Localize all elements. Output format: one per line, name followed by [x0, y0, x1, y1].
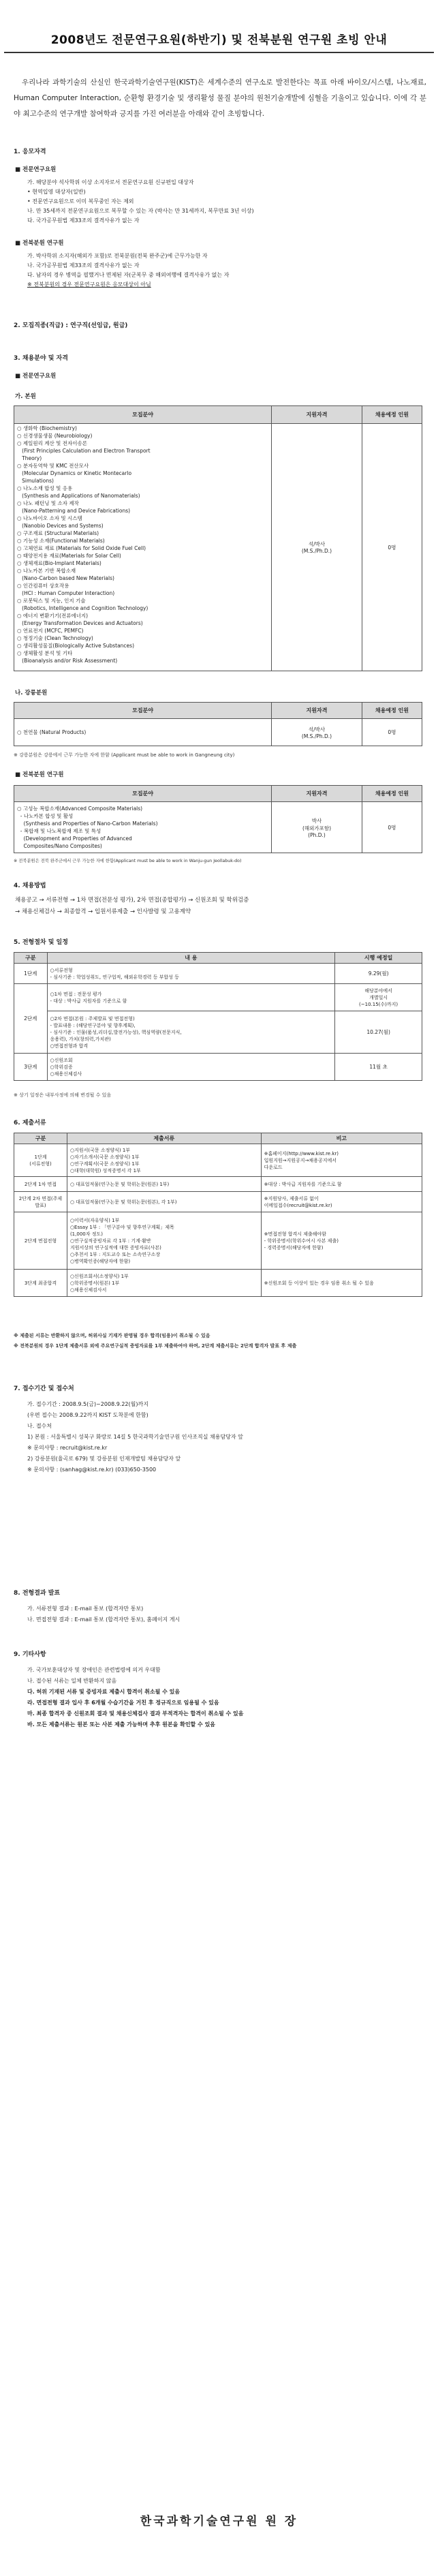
doc-note-4: ※면접전형 합격시 제출해야함 - 학위증명서(학위수여시 사본 제출) - 경력증명서(해당자에 한함): [261, 1212, 422, 1270]
field-item: - 나노카본 합성 및 활성: [17, 813, 74, 819]
section-2-heading: 2. 모집직종(직급) : 연구직(선임급, 원급): [14, 322, 128, 329]
doc-note-5: ※신원조회 등 이상이 있는 경우 임용 취소 될 수 있음: [261, 1270, 422, 1297]
field-item: ○ 구조재료 (Structural Materials): [17, 530, 99, 536]
field-item: (Synthesis and Applications of Nanomaterials): [17, 493, 140, 499]
doc-docs-5: ○신원조회서(소정양식) 1부 ○학위증명서(원본) 1부 ○채용신체검사서: [67, 1270, 261, 1297]
s9-line: 라. 면접전형 결과 입사 후 6개월 수습기간을 거친 후 정규직으로 임용될 수 있음: [27, 1700, 219, 1706]
sch-col-content: 내 용: [47, 953, 335, 964]
field-item: (HCI : Human Computer Interaction): [17, 590, 115, 596]
s9-line: 다. 허위 기재된 서류 및 증빙자료 제출시 합격이 취소될 수 있음: [27, 1689, 181, 1695]
jb-col-qual: 지원자격: [272, 786, 362, 802]
sch-date-1: 9.29(월): [335, 964, 422, 984]
col-count: 채용예정 인원: [362, 406, 422, 424]
section-6-heading: 6. 제출서류: [14, 1120, 46, 1126]
s1a-line: 가. 해당분야 석사학위 이상 소지자로서 전문연구요원 신규편입 대상자: [27, 179, 194, 185]
field-item: ○ 연료전지 (MCFC, PEMFC): [17, 628, 84, 634]
section-1-heading: 1. 응모자격: [14, 149, 46, 155]
s8-line: 가. 서류전형 결과 : E-mail 통보 (합격자만 통보): [27, 1606, 144, 1612]
field-item: (Nanobio Devices and Systems): [17, 523, 104, 529]
field-item: (Development and Properties of Advanced: [17, 835, 132, 842]
field-item: ○ 태양전지용 재료(Materials for Solar Cell): [17, 553, 121, 559]
jeonbuk-table: [14, 785, 422, 853]
jeonbuk-note: ※ 전북분원은 전북 완주군에서 근무 가능한 자에 한함(Applicant must be able to work in Wanju-gun Jeollabuk-do): [14, 859, 242, 863]
doc-docs-4: ○이력서(자유양식) 1부 ○Essay 1부 : 「연구분야 및 향후연구계획」제목 (1,000자 정도) ○연구실적증빙자료 각 1부 : 기계·활반 지원서상의 연구실적에 대한 증빙자료(사본) ○추천서 1부 : 지도교수 또는 소속연구소장 ○병역확인증(해당자에 한함): [67, 1212, 261, 1270]
sch-content-3: ○2차 면접(본원 : 주제발표 및 면접전형) - 발표내용 : (해당연구분야 및 향후계획), - 심사기준 : 인물(품성,리더십,발전가능성), 핵심역량(전문지식, 응용력), 가치(창의력,가치관) ○면접전형과 합격: [47, 1011, 335, 1054]
doc-docs-1: ○지원서(국문 소정양식) 1부 ○자기소개서(국문 소정양식) 1부 ○연구계획서(국문 소정양식) 1부 ○대학(대학원) 성적증명서 각 1부: [67, 1144, 261, 1177]
s9-line: 바. 모든 제출서류는 원본 또는 사본 제출 가능하며 추후 원본을 확인할 수 있음: [27, 1721, 216, 1728]
doc-note-2: ※대상 : 박사급 지원자를 기준으로 함: [261, 1177, 422, 1192]
field-item: (Synthesis and Properties of Nano-Carbon Materials): [17, 821, 158, 827]
field-item: - 복합재 및 나노복합재 제조 및 특성: [17, 828, 101, 834]
s7-line: 가. 접수기간 : 2008.9.5(금)~2008.9.22(월)까지: [27, 1401, 148, 1407]
s7-line: 2) 강릉분원(율곡로 679) 및 강릉분원 인재개발팀 채용담당자 앞: [27, 1456, 181, 1462]
s1a-line: • 현역입영 대상자(일반): [27, 189, 86, 195]
section-3a-title: ■ 전문연구요원: [15, 373, 57, 380]
section-9-heading: 9. 기타사항: [14, 1651, 46, 1658]
s7-line: ※ 문의사항 : recruit@kist.re.kr: [27, 1445, 108, 1451]
field-item: (Nano-Patterning and Device Fabrications): [17, 508, 131, 514]
s8-line: 나. 면접전형 결과 : E-mail 통보 (합격자만 통보), 홈페이지 게시: [27, 1616, 181, 1623]
field-item: ○ 생리활성물질(Biologically Active Substances): [17, 643, 134, 649]
col-field: 모집분야: [14, 406, 272, 424]
sch-content-1: ○서류전형 - 심사기준 : 학업성취도, 연구업적, 해외유학경력 등 부합성 등: [47, 964, 335, 984]
main-qual-cell: 석/박사 (M.S./Ph.D.): [272, 424, 362, 671]
field-item: Theory): [17, 455, 42, 461]
doc-note-3: ※지원당사, 제출서류 없이 이메일접수(recruit@kist.re.kr): [261, 1192, 422, 1212]
s1a-line: 다. 국가공무원법 제33조의 결격사유가 없는 자: [27, 217, 140, 224]
gn-qual-cell: 석/박사 (M.S./Ph.D.): [272, 719, 362, 746]
field-item: (First Principles Calculation and Electron Transport: [17, 448, 151, 454]
section-3b-sub: 나. 강릉분원: [15, 690, 48, 696]
s7-line: 1) 본원 : 서울특별시 성북구 화랑로 14길 5 한국과학기술연구원 인사조직실 채용담당자 앞: [27, 1434, 243, 1440]
sch-step-2: 2단계: [14, 984, 48, 1054]
sch-col-step: 구분: [14, 953, 48, 964]
jb-count-cell: 0명: [362, 802, 422, 853]
doc-step-4: 2단계 면접전형: [14, 1212, 67, 1270]
schedule-table: [14, 952, 422, 1081]
field-item: ○ 생체재료(Bio-Implant Materials): [17, 560, 101, 566]
schedule-note: ※ 상기 일정은 내부사정에 의해 변경될 수 있음: [14, 1092, 112, 1098]
main-fields-table: [14, 405, 422, 671]
field-item: ○ 로봇틱스 및 지능, 인지 기술: [17, 598, 86, 604]
sch-step-1: 1단계: [14, 964, 48, 984]
field-item: ○ 에너지 변환기기(전류에너지): [17, 613, 89, 619]
s7-line: 나. 접수처: [27, 1423, 52, 1429]
section-3-heading: 3. 채용분야 및 자격: [14, 355, 68, 362]
field-item: ○ 제일원리 계산 및 전자이송론: [17, 440, 88, 446]
gn-col-qual: 지원자격: [272, 703, 362, 719]
field-item: ○ 분자동역학 및 KMC 전산모사: [17, 463, 89, 469]
gn-col-count: 채용예정 인원: [362, 703, 422, 719]
doc-docs-3: ○ 대표업적물(연구논문 및 학위논문(원본), 각 1부): [67, 1192, 261, 1212]
field-item: ○ 나노 패턴닝 및 소자 제작: [17, 500, 79, 506]
documents-note-2: ※ 전북분원의 경우 1단계 제출서류 외에 주요연구실적 증빙자료를 1부 제출하여야 하며, 2단계 제출서류는 2단계 합격자 발표 후 제출: [14, 1343, 297, 1349]
s1b-line: 다. 남자의 경우 병역을 필했거나 면제된 자(군복무 중 해외여행에 결격사유가 없는 자: [27, 272, 230, 278]
field-item: (Nano-Carbon based New Materials): [17, 575, 114, 581]
gn-field-cell: ○ 천연물 (Natural Products): [14, 719, 272, 746]
jb-field-cell: [14, 802, 272, 853]
field-item: Simulations): [17, 478, 54, 484]
field-item: ○ 기능성 소재(Functional Materials): [17, 538, 105, 544]
gangneung-table: [14, 702, 422, 746]
gangneung-note: ※ 강릉분원은 강릉에서 근무 가능한 자에 한함 (Applicant must be able to work in Gangneung city): [14, 752, 235, 758]
section-3a-sub: 가. 본원: [15, 393, 36, 400]
field-item: (Robotics, Intelligence and Cognition Technology): [17, 605, 148, 611]
section-3c-title: ■ 전북분원 연구원: [15, 771, 64, 778]
doc-step-2: 2단계 1차 면접: [14, 1177, 67, 1192]
doc-col-note: 비고: [261, 1133, 422, 1144]
sch-date-2: 해당분야에서 개별일시 (~10.15(수)까지): [335, 984, 422, 1011]
intro-paragraph: 우리나라 과학기술의 산실인 한국과학기술연구원(KIST)은 세계수준의 연구소로 발전한다는 목표 아래 바이오/시스템, 나노재료, Human Computer Interaction, 순환형 환경기술 및 생리활성 물질 분야의 원천기술개발에 심혈을 기울이고 있습니다. 이에 각 분야 최고수준의 연구개발 참여학과 긍지를 가진 여러분을 아래와 같이 초빙합니다.: [14, 78, 426, 118]
sch-content-4: ○신원조회 ○학위검증 ○채용신체검사: [47, 1054, 335, 1081]
s1b-line: 나. 국가공무원법 제33조의 결격사유가 없는 자: [27, 262, 140, 269]
doc-col-docs: 제출서류: [67, 1133, 261, 1144]
s1b-line: ※ 전북분원의 경우 전문연구요원은 응모대상이 아님: [27, 281, 151, 288]
process-line-2: → 채용신체검사 → 최종합격 → 입원서류제출 → 인사발령 및 고용계약: [15, 908, 191, 915]
field-item: ○ 고성능 복합소재(Advanced Composite Materials): [17, 806, 143, 812]
field-item: Composites/Nano Composites): [17, 843, 102, 849]
s9-line: 나. 접수된 서류는 일체 반환하지 않음: [27, 1678, 117, 1684]
field-item: ○ 생화학 (Biochemistry): [17, 425, 77, 431]
doc-step-5: 3단계 최종합격: [14, 1270, 67, 1297]
documents-table: [14, 1133, 422, 1297]
sch-col-date: 시행 예정일: [335, 953, 422, 964]
doc-step-3: 2단계 2차 면접(주제발표): [14, 1192, 67, 1212]
s9-line: 마. 최종 합격자 중 신원조회 결과 및 채용신체검사 결과 부적격자는 합격이 취소될 수 있음: [27, 1711, 244, 1717]
documents-note-1: ※ 제출된 서류는 반환하지 않으며, 허위사실 기재가 판명될 경우 합격(임용)이 취소될 수 있음: [14, 1333, 210, 1338]
field-item: ○ 청정기술 (Clean Technology): [17, 635, 93, 641]
doc-col-step: 구분: [14, 1133, 67, 1144]
s9-line: 가. 국가보훈대상자 및 장애인은 관련법령에 의거 우대함: [27, 1667, 161, 1673]
process-line-1: 채용공고 → 서류전형 → 1차 면접(전문성 평가), 2차 면접(종합평가) → 신원조회 및 학위검증: [15, 897, 249, 904]
field-item: ○ 신경생물생물 (Neurobiology): [17, 433, 93, 439]
main-fields-cell: [14, 424, 272, 671]
s7-line: ※ 문의사항 : (sanhag@kist.re.kr) (033)650-3500: [27, 1467, 157, 1473]
field-item: (Energy Transformation Devices and Actuators): [17, 620, 143, 626]
section-4-heading: 4. 채용방법: [14, 883, 46, 889]
doc-docs-2: ○ 대표업적물(연구논문 및 학위논문(원본) 1부): [67, 1177, 261, 1192]
doc-note-1: ※홈페이지(http://www.kist.re.kr) 입원지원→지원공지→채용공지에서 다운로드: [261, 1144, 422, 1177]
sch-content-2: ○1차 면접 : 전문성 평가 - 대상 : 박사급 지원자를 기준으로 함: [47, 984, 335, 1011]
sch-date-4: 11월 초: [335, 1054, 422, 1081]
title-divider: [4, 52, 434, 53]
section-1a-title: ■ 전문연구요원: [15, 166, 57, 173]
jb-qual-cell: 박사 (해외가포함) (Ph.D.): [272, 802, 362, 853]
doc-step-1: 1단계 (서류전형): [14, 1144, 67, 1177]
section-1b-title: ■ 전북분원 연구원: [15, 240, 64, 247]
field-item: ○ 나노바이오 소자 및 시스템: [17, 515, 82, 521]
field-item: ○ 나노카본 기반 복합소재: [17, 568, 76, 574]
jb-col-count: 채용예정 인원: [362, 786, 422, 802]
col-qual: 지원자격: [272, 406, 362, 424]
field-item: (Bioanalysis and/or Risk Assessment): [17, 658, 118, 664]
gn-count-cell: 0명: [362, 719, 422, 746]
page-title: 2008년도 전문연구요원(하반기) 및 전북분원 연구원 초빙 안내: [50, 33, 388, 47]
field-item: (Molecular Dynamics or Kinetic Montecarlo: [17, 470, 132, 476]
s1b-line: 가. 박사학위 소지자(해외가 포함)로 전북분원(전북 완주군)에 근무가능한 자: [27, 253, 208, 259]
s1a-line: 나. 만 35세까지 전문연구요원으로 복무할 수 있는 자 (박사는 만 31세까지, 복무만료 3년 이상): [27, 208, 254, 214]
field-item: ○ 생체활성 분석 및 기타: [17, 650, 73, 656]
sch-step-3: 3단계: [14, 1054, 48, 1081]
field-item: ○ 인간컴퓨터 상호작용: [17, 583, 69, 589]
field-item: ○ 나노소재 합성 및 응용: [17, 485, 73, 491]
footer-signature: 한국과학기술연구원 원 장: [140, 2515, 298, 2528]
field-item: ○ 고체연료 재료 (Materials for Solid Oxide Fuel Cell): [17, 545, 146, 551]
gn-col-field: 모집분야: [14, 703, 272, 719]
jb-col-field: 모집분야: [14, 786, 272, 802]
sch-date-3: 10.27(월): [335, 1011, 422, 1054]
s1a-line: • 전문연구요원으로 이미 복무중인 자는 제외: [27, 198, 134, 204]
section-5-heading: 5. 전형절차 및 일정: [14, 939, 68, 946]
section-8-heading: 8. 전형결과 발표: [14, 1590, 61, 1597]
main-count-cell: 0명: [362, 424, 422, 671]
section-7-heading: 7. 접수기간 및 접수처: [14, 1385, 74, 1392]
s7-line: (우편 접수는 2008.9.22까지 KIST 도착분에 한함): [27, 1412, 148, 1418]
